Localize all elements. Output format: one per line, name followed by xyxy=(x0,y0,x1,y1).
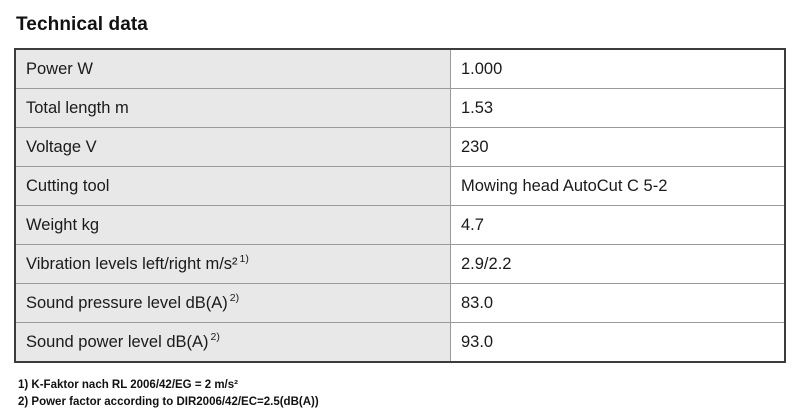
table-cell-label xyxy=(15,49,451,89)
table-cell-value: Mowing head AutoCut C 5-2 xyxy=(451,167,786,206)
table-cell-label xyxy=(15,128,451,167)
footnote-2: 2) Power factor according to DIR2006/42/EC=2.5(dB(A)) xyxy=(18,395,319,408)
label-text: Voltage V xyxy=(26,137,97,156)
label-text: Vibration levels left/right m/s² xyxy=(26,254,238,273)
table-cell-value: 93.0 xyxy=(451,323,786,363)
table-cell-value: 2.9/2.2 xyxy=(451,245,786,284)
footnote-marker: 2) xyxy=(210,331,220,343)
label-text: Power W xyxy=(26,59,93,78)
table-cell-value: 1.000 xyxy=(451,49,786,89)
table-cell-value: 83.0 xyxy=(451,284,786,323)
label-text: Total length m xyxy=(26,98,129,117)
table-cell-value: 4.7 xyxy=(451,206,786,245)
table-cell-value: 230 xyxy=(451,128,786,167)
footnotes xyxy=(18,377,786,410)
table-row xyxy=(15,206,785,245)
table-cell-label xyxy=(15,323,451,363)
table-row xyxy=(15,128,785,167)
technical-data-table xyxy=(14,48,786,363)
label-text: Sound pressure level dB(A) xyxy=(26,293,228,312)
table-cell-label xyxy=(15,167,451,206)
table-cell-label xyxy=(15,89,451,128)
table-row xyxy=(15,49,785,89)
footnote-marker: 2) xyxy=(229,292,240,304)
table-cell-value: 1.53 xyxy=(451,89,786,128)
table-cell-label xyxy=(15,206,451,245)
table-row xyxy=(15,245,785,284)
page-title: Technical data xyxy=(16,14,148,35)
label-text: Sound power level dB(A) xyxy=(26,332,209,351)
footnote-marker: 1) xyxy=(239,253,249,265)
table-cell-label xyxy=(15,284,451,323)
table-row xyxy=(15,167,785,206)
table-row xyxy=(15,89,785,128)
table-row xyxy=(15,323,785,363)
footnote-1: 1) K-Faktor nach RL 2006/42/EG = 2 m/s² xyxy=(18,379,238,391)
label-text: Cutting tool xyxy=(26,176,110,195)
table-row xyxy=(15,284,785,323)
label-text: Weight kg xyxy=(26,215,100,234)
table-cell-label xyxy=(15,245,451,284)
